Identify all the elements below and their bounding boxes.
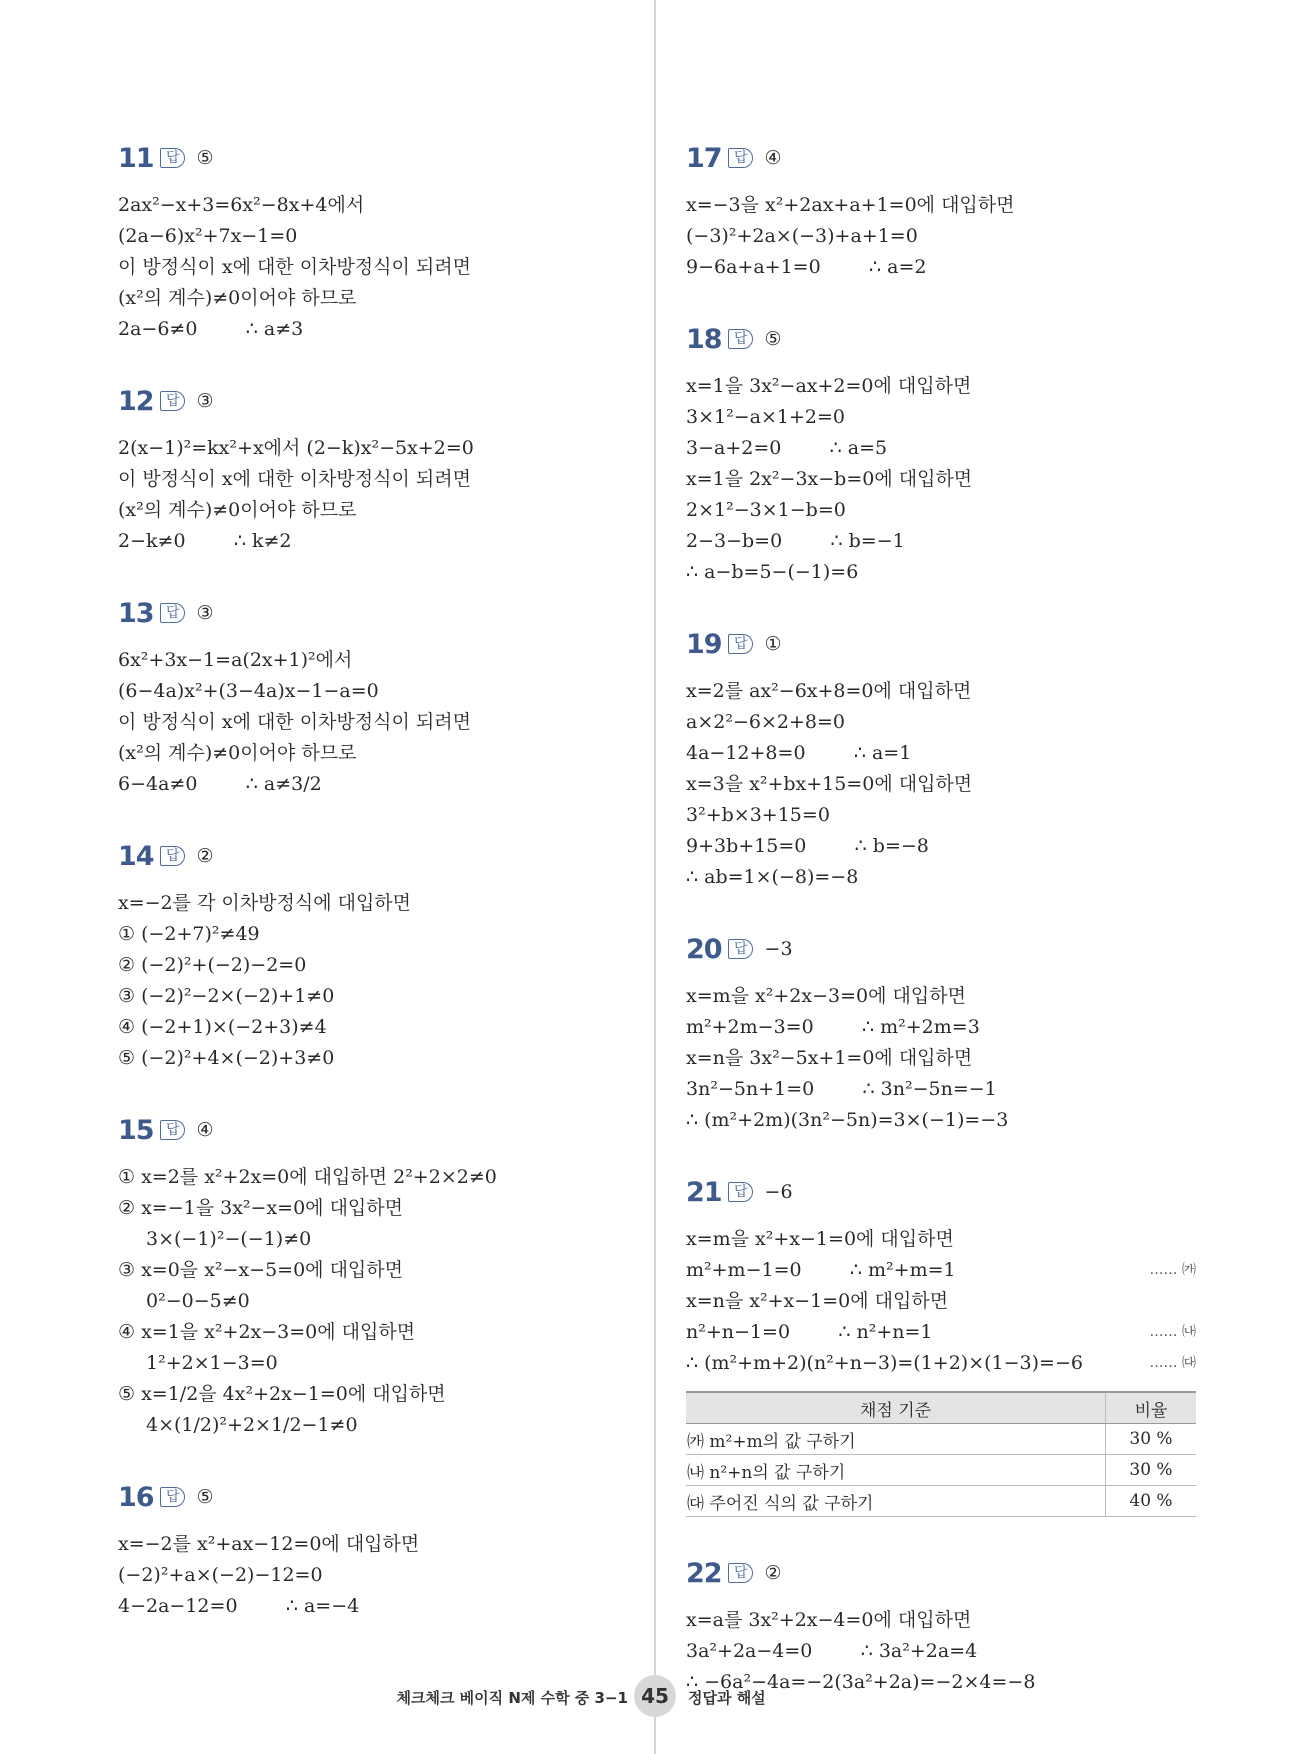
problem-number: 11 <box>118 142 154 174</box>
grading-header-cell: 비율 <box>1106 1392 1197 1424</box>
solution-line: x=2를 ax²−6x+8=0에 대입하면 <box>686 680 972 702</box>
problem-number: 14 <box>118 840 154 872</box>
problem-15 <box>118 1112 638 1441</box>
problem-header <box>118 838 638 874</box>
solution-text: ∴ (m²+m+2)(n²+n−3)=(1+2)×(1−3)=−6 <box>686 1352 1083 1374</box>
problem-19 <box>686 626 1196 893</box>
problem-20 <box>686 931 1196 1136</box>
solution-line: (2a−6)x²+7x−1=0 <box>118 225 298 247</box>
grading-cell: ㈏ n²+n의 값 구하기 <box>686 1455 1106 1486</box>
solution-line: x=1을 3x²−ax+2=0에 대입하면 <box>686 375 972 397</box>
problem-14 <box>118 838 638 1074</box>
solution-line <box>686 1224 1196 1255</box>
solution-line: x=1을 2x²−3x−b=0에 대입하면 <box>686 468 973 490</box>
solution-line <box>686 1255 1196 1286</box>
solution-line: 4a−12+8=0 ∴ a=1 <box>686 742 912 764</box>
problem-21 <box>686 1174 1196 1517</box>
solution-line: 2−3−b=0 ∴ b=−1 <box>686 530 905 552</box>
grading-cell: ㈎ m²+m의 값 구하기 <box>686 1424 1106 1455</box>
solution-line: (x²의 계수)≠0이어야 하므로 <box>118 499 357 521</box>
solution-line: 2×1²−3×1−b=0 <box>686 499 846 521</box>
grading-header-cell: 채점 기준 <box>686 1392 1106 1424</box>
answer-value: ④ <box>196 1119 214 1141</box>
answer-tag: 답 <box>728 634 753 654</box>
problem-header <box>686 931 1196 967</box>
step-marker: …… ㈐ <box>1149 1355 1196 1371</box>
solution-line <box>686 1286 1196 1317</box>
grading-cell: 40 % <box>1106 1486 1197 1517</box>
problem-number: 21 <box>686 1176 722 1208</box>
solution-line: ⑤ x=1/2을 4x²+2x−1=0에 대입하면 <box>118 1383 446 1405</box>
answer-tag: 답 <box>160 148 185 168</box>
step-marker: …… ㈎ <box>1149 1262 1196 1278</box>
problem-header <box>118 595 638 631</box>
solution-line: (x²의 계수)≠0이어야 하므로 <box>118 287 357 309</box>
answer-tag: 답 <box>160 603 185 623</box>
answer-value: ② <box>764 1562 782 1584</box>
problem-header <box>686 321 1196 357</box>
solution-line: 4×(1/2)²+2×1/2−1≠0 <box>146 1414 358 1436</box>
solution-line: ∴ ab=1×(−8)=−8 <box>686 866 859 888</box>
solution-line: x=a를 3x²+2x−4=0에 대입하면 <box>686 1609 972 1631</box>
solution-line: 2a−6≠0 ∴ a≠3 <box>118 318 304 340</box>
problem-18 <box>686 321 1196 588</box>
solution-line: (−2)²+a×(−2)−12=0 <box>118 1564 323 1586</box>
solution-line: 6x²+3x−1=a(2x+1)²에서 <box>118 649 353 671</box>
left-column <box>118 140 638 1660</box>
solution-line: ③ x=0을 x²−x−5=0에 대입하면 <box>118 1259 403 1281</box>
solution-line: ① (−2+7)²≠49 <box>118 923 260 945</box>
solution-line: 3²+b×3+15=0 <box>686 804 830 826</box>
solution-line: 6−4a≠0 ∴ a≠3/2 <box>118 773 322 795</box>
solution-line: 9+3b+15=0 ∴ b=−8 <box>686 835 929 857</box>
footer-section: 정답과 해설 <box>688 1689 766 1707</box>
problem-header <box>686 140 1196 176</box>
solution-line: ③ (−2)²−2×(−2)+1≠0 <box>118 985 335 1007</box>
grading-row <box>686 1486 1196 1517</box>
solution-line: 2(x−1)²=kx²+x에서 (2−k)x²−5x+2=0 <box>118 437 474 459</box>
problem-number: 22 <box>686 1557 722 1589</box>
grading-table <box>686 1391 1196 1517</box>
solution-line: 2ax²−x+3=6x²−8x+4에서 <box>118 194 365 216</box>
solution-text: x=m을 x²+x−1=0에 대입하면 <box>686 1228 954 1250</box>
solution-line: ② (−2)²+(−2)−2=0 <box>118 954 307 976</box>
answer-tag: 답 <box>728 1563 753 1583</box>
solution-line: ① x=2를 x²+2x=0에 대입하면 2²+2×2≠0 <box>118 1166 497 1188</box>
answer-tag: 답 <box>728 1182 753 1202</box>
problem-header <box>118 1112 638 1148</box>
problem-number: 19 <box>686 628 722 660</box>
solution-line: x=−3을 x²+2ax+a+1=0에 대입하면 <box>686 194 1015 216</box>
grading-cell: 30 % <box>1106 1424 1197 1455</box>
answer-value: −6 <box>764 1181 793 1203</box>
solution-line <box>686 1348 1196 1379</box>
answer-tag: 답 <box>160 1120 185 1140</box>
solution-line: ④ (−2+1)×(−2+3)≠4 <box>118 1016 327 1038</box>
grading-cell: ㈐ 주어진 식의 값 구하기 <box>686 1486 1106 1517</box>
answer-value: ③ <box>196 390 214 412</box>
problem-header <box>118 383 638 419</box>
answer-value: ⑤ <box>764 328 782 350</box>
solution-line: 이 방정식이 x에 대한 이차방정식이 되려면 <box>118 711 471 733</box>
solution-line: 9−6a+a+1=0 ∴ a=2 <box>686 256 927 278</box>
solution-line: 3n²−5n+1=0 ∴ 3n²−5n=−1 <box>686 1078 997 1100</box>
solution-line: 1²+2×1−3=0 <box>146 1352 278 1374</box>
solution-line: ∴ (m²+2m)(3n²−5n)=3×(−1)=−3 <box>686 1109 1009 1131</box>
grading-row <box>686 1455 1196 1486</box>
solution-line: x=3을 x²+bx+15=0에 대입하면 <box>686 773 973 795</box>
problem-number: 17 <box>686 142 722 174</box>
answer-tag: 답 <box>728 939 753 959</box>
solution-line: m²+2m−3=0 ∴ m²+2m=3 <box>686 1016 980 1038</box>
problem-number: 16 <box>118 1481 154 1513</box>
solution-line: x=−2를 x²+ax−12=0에 대입하면 <box>118 1533 420 1555</box>
problem-number: 13 <box>118 597 154 629</box>
solution-text: x=n을 x²+x−1=0에 대입하면 <box>686 1290 949 1312</box>
solution-text: n²+n−1=0 ∴ n²+n=1 <box>686 1321 933 1343</box>
page-footer <box>0 1675 1300 1723</box>
solution-line: 3a²+2a−4=0 ∴ 3a²+2a=4 <box>686 1640 978 1662</box>
answer-value: ③ <box>196 602 214 624</box>
solution-line: 3×(−1)²−(−1)≠0 <box>146 1228 312 1250</box>
problem-number: 15 <box>118 1114 154 1146</box>
answer-tag: 답 <box>728 148 753 168</box>
solution-line: 2−k≠0 ∴ k≠2 <box>118 530 292 552</box>
answer-value: ② <box>196 845 214 867</box>
problem-11 <box>118 140 638 345</box>
step-marker: …… ㈏ <box>1149 1324 1196 1340</box>
solution-text: m²+m−1=0 ∴ m²+m=1 <box>686 1259 956 1281</box>
answer-value: ① <box>764 633 782 655</box>
solution-line: (6−4a)x²+(3−4a)x−1−a=0 <box>118 680 379 702</box>
answer-tag: 답 <box>160 1487 185 1507</box>
solution-line: 이 방정식이 x에 대한 이차방정식이 되려면 <box>118 468 471 490</box>
solution-line: 3−a+2=0 ∴ a=5 <box>686 437 888 459</box>
answer-tag: 답 <box>160 391 185 411</box>
answer-value: ⑤ <box>196 1486 214 1508</box>
problem-header <box>686 1174 1196 1210</box>
solution-line: a×2²−6×2+8=0 <box>686 711 845 733</box>
answer-tag: 답 <box>160 846 185 866</box>
problem-header <box>686 626 1196 662</box>
problem-13 <box>118 595 638 800</box>
footer-book-title: 체크체크 베이직 N제 수학 중 3−1 <box>396 1689 628 1707</box>
grading-cell: 30 % <box>1106 1455 1197 1486</box>
right-column <box>686 140 1196 1736</box>
problem-header <box>118 140 638 176</box>
problem-12 <box>118 383 638 557</box>
page-number: 45 <box>634 1675 676 1717</box>
solution-line: x=n을 3x²−5x+1=0에 대입하면 <box>686 1047 973 1069</box>
solution-line: 3×1²−a×1+2=0 <box>686 406 845 428</box>
solution-line: ④ x=1을 x²+2x−3=0에 대입하면 <box>118 1321 416 1343</box>
solution-line <box>686 1317 1196 1348</box>
problem-17 <box>686 140 1196 283</box>
answer-value: −3 <box>764 938 793 960</box>
solution-line: 0²−0−5≠0 <box>146 1290 250 1312</box>
solution-line: x=m을 x²+2x−3=0에 대입하면 <box>686 985 966 1007</box>
solution-line: 4−2a−12=0 ∴ a=−4 <box>118 1595 360 1617</box>
grading-row <box>686 1424 1196 1455</box>
answer-tag: 답 <box>728 329 753 349</box>
solution-line: ∴ a−b=5−(−1)=6 <box>686 561 859 583</box>
solution-line: (−3)²+2a×(−3)+a+1=0 <box>686 225 918 247</box>
grading-header-row <box>686 1392 1196 1424</box>
solution-line: x=−2를 각 이차방정식에 대입하면 <box>118 892 412 914</box>
solution-line: ② x=−1을 3x²−x=0에 대입하면 <box>118 1197 403 1219</box>
solution-line: ∴ −6a²−4a=−2(3a²+2a)=−2×4=−8 <box>686 1671 1036 1693</box>
problem-header <box>118 1479 638 1515</box>
solution-line: 이 방정식이 x에 대한 이차방정식이 되려면 <box>118 256 471 278</box>
problem-16 <box>118 1479 638 1622</box>
solution-line: ⑤ (−2)²+4×(−2)+3≠0 <box>118 1047 335 1069</box>
problem-number: 18 <box>686 323 722 355</box>
problem-number: 20 <box>686 933 722 965</box>
column-divider <box>654 0 656 1754</box>
problem-header <box>686 1555 1196 1591</box>
solution-line: (x²의 계수)≠0이어야 하므로 <box>118 742 357 764</box>
answer-value: ④ <box>764 147 782 169</box>
problem-number: 12 <box>118 385 154 417</box>
answer-value: ⑤ <box>196 147 214 169</box>
